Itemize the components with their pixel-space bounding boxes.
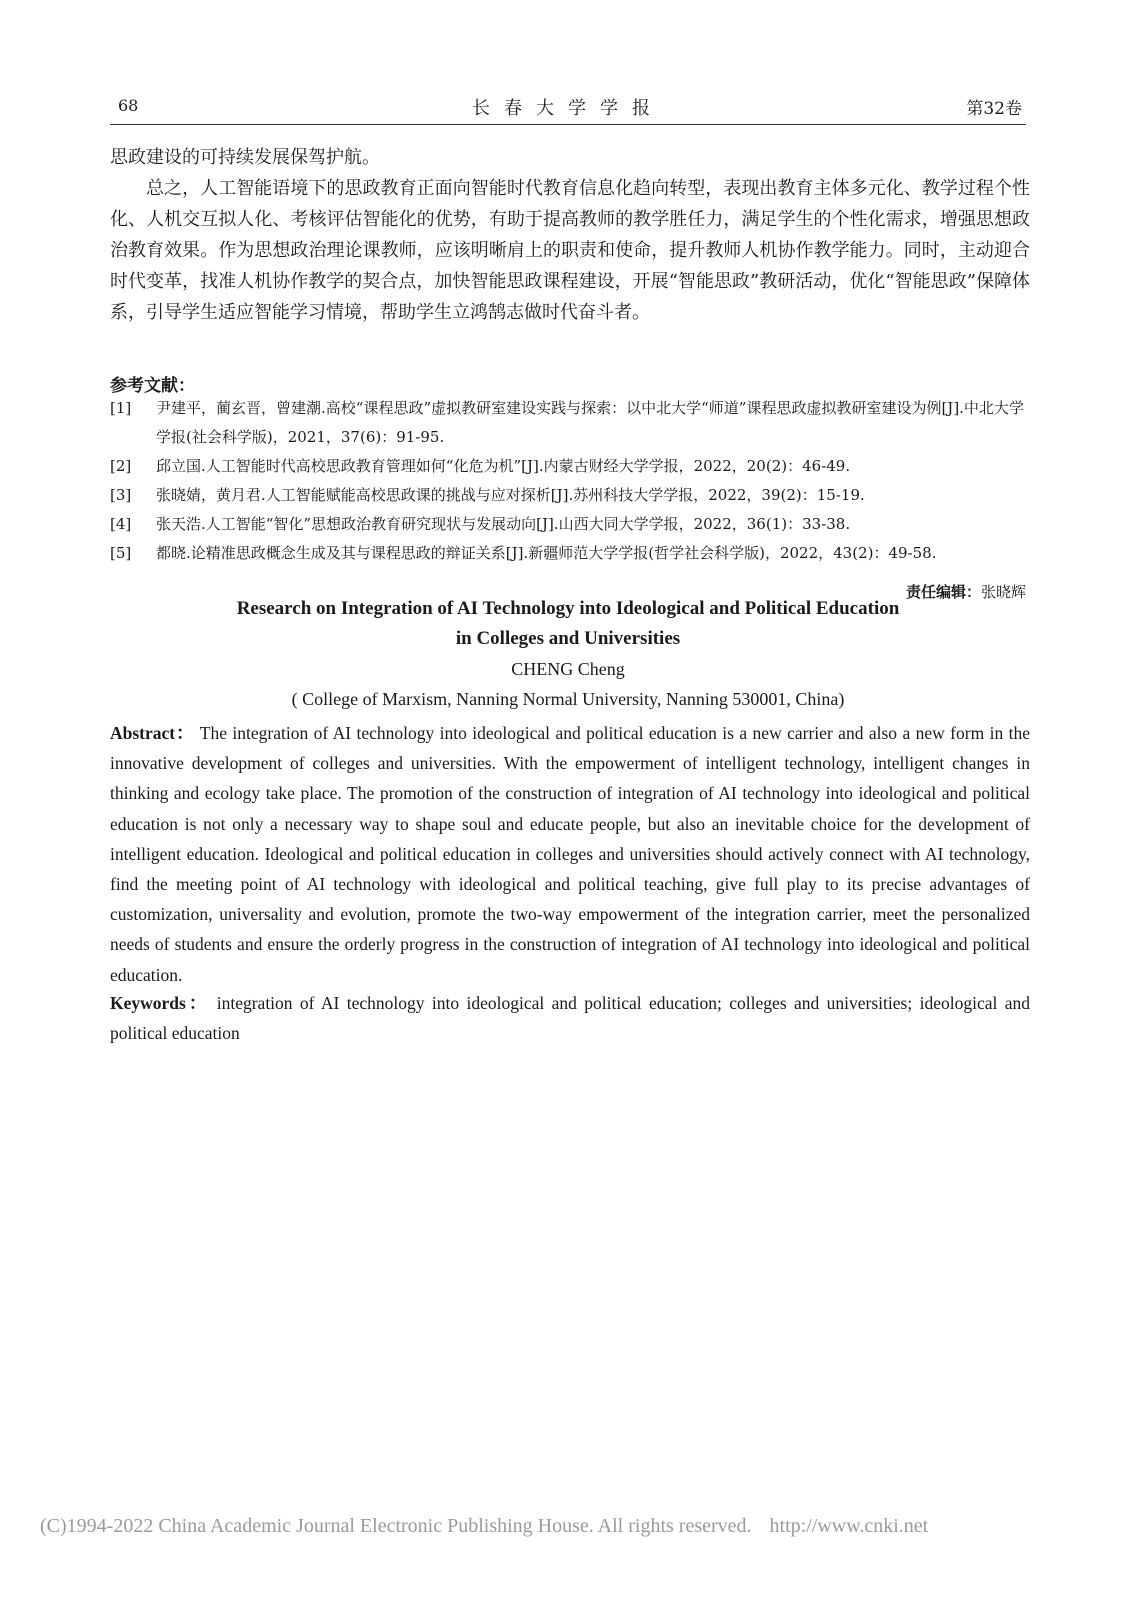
author-affiliation: ( College of Marxism, Nanning Normal University, Nanning 530001, China) [291,689,845,709]
english-title-line-1: Research on Integration of AI Technology into Ideological and Political Education [236,598,900,619]
reference-number: [3] [110,486,132,504]
reference-item [110,481,1030,510]
body-paragraph-2: 总之，人工智能语境下的思政教育正面向智能时代教育信息化趋向转型，表现出教育主体多元化、教学过程个性化、人机交互拟人化、考核评估智能化的优势，有助于提高教师的教学胜任力，满足学生的个性化需求，增强思想政治教育效果。作为思想政治理论课教师，应该明晰肩上的职责和使命，提升教师人机协作教学能力。同时，主动迎合时代变革，找准人机协作教学的契合点，加快智能思政课程建设，开展“智能思政”教研活动，优化“智能思政”保障体系，引导学生适应智能学习情境，帮助学生立鸿鹄志做时代奋斗者。 [110,178,1030,323]
abstract-label: Abstract： [110,723,195,743]
reference-number: [5] [110,544,132,562]
abstract [110,718,1030,990]
english-title-line-2: in Colleges and Universities [455,628,681,649]
reference-item [110,510,1030,539]
page-header [110,92,1026,125]
editor-label: 责任编辑： [905,583,981,601]
reference-text: 尹建平，蔺玄晋，曾建潮.高校“课程思政”虚拟教研室建设实践与探索：以中北大学“师道”课程思政虚拟教研室建设为例[J].中北大学学报(社会科学版)，2021，37(6)：91-95. [156,399,1024,446]
page-number: 68 [118,96,139,115]
keywords-label: Keywords： [110,993,210,1013]
volume-label: 第32卷 [966,99,1022,119]
copyright-text: (C)1994-2022 China Academic Journal Electronic Publishing House. All rights reserved. [40,1515,752,1537]
reference-number: [2] [110,457,132,475]
reference-text: 张天浩.人工智能“智化”思想政治教育研究现状与发展动向[J].山西大同大学学报，2022，36(1)：33-38. [156,515,851,533]
reference-text: 张晓婧，黄月君.人工智能赋能高校思政课的挑战与应对探析[J].苏州科技大学学报，2022，39(2)：15-19. [156,486,865,504]
reference-item [110,539,1030,568]
reference-number: [4] [110,515,132,533]
keywords [110,988,1030,1048]
reference-item [110,394,1030,452]
abstract-text: The integration of AI technology into ideological and political education is a new carrier and also a new form in the innovative development of colleges and universities. With the empowerment of intelligent technology, intelligent changes in thinking and ecology take place. The promotion of the construction of integration of AI technology into ideological and political education is not only a necessary way to shape soul and educate people, but also an inevitable choice for the development of intelligent education. Ideological and political education in colleges and universities should actively connect with AI technology, find the meeting point of AI technology with ideological and political teaching, give full play to its precise advantages of customization, universality and evolution, promote the two-way empowerment of the integration carrier, meet the personalized needs of students and ensure the orderly progress in the construction of integration of AI technology into ideological and political education. [110,723,1030,985]
footer-url: http://www.cnki.net [769,1515,929,1537]
references-heading: 参考文献： [110,376,195,396]
author-name: CHENG Cheng [511,659,625,679]
reference-text: 邱立国.人工智能时代高校思政教育管理如何“化危为机”[J].内蒙古财经大学学报，2022，20(2)：46-49. [156,457,851,475]
copyright-footer [40,1515,1040,1538]
reference-number: [1] [110,399,132,417]
journal-title: 长春大学学报 [472,98,664,119]
editor-name: 张晓辉 [980,583,1026,601]
body-paragraph-1: 思政建设的可持续发展保驾护航。 [110,147,380,168]
reference-text: 都晓.论精准思政概念生成及其与课程思政的辩证关系[J].新疆师范大学学报(哲学社会科学版)，2022，43(2)：49-58. [156,544,937,562]
reference-item [110,452,1030,481]
keywords-text: integration of AI technology into ideological and political education; colleges and universities; ideological and political education [110,993,1030,1044]
